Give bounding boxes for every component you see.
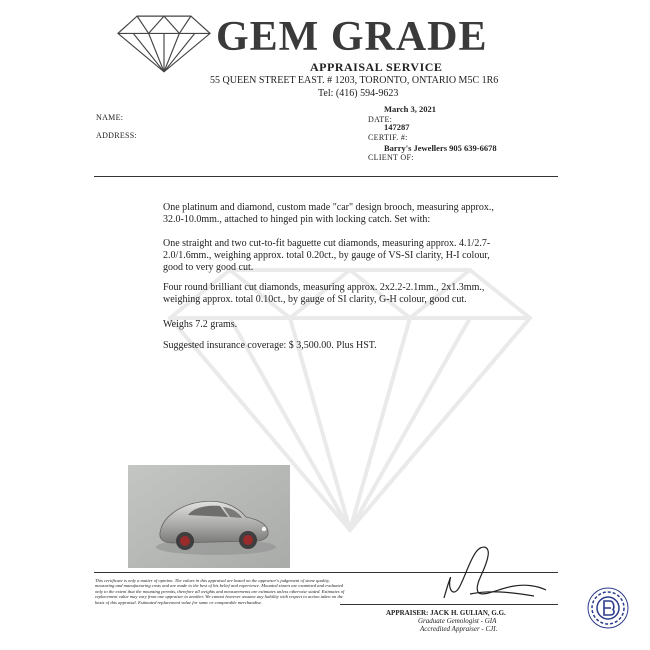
header-divider [94, 176, 558, 177]
address-label: ADDRESS: [96, 131, 138, 140]
brooch-photo [128, 465, 290, 568]
description-paragraph: One platinum and diamond, custom made "car" design brooch, measuring approx., 32.0-10.0mm., attached to hinged pin with locking catch. Set with: [163, 202, 494, 225]
company-title: GEM GRADE [216, 14, 488, 60]
monogram-b-seal-icon [586, 586, 630, 630]
company-subtitle: APPRAISAL SERVICE [310, 60, 443, 74]
client-label: CLIENT OF: [368, 153, 414, 162]
date-label: DATE: [368, 115, 393, 124]
company-address: 55 QUEEN STREET EAST. # 1203, TORONTO, ONTARIO M5C 1R6 [210, 75, 499, 86]
signature-line [340, 604, 558, 605]
certificate-label: CERTIF. #: [368, 133, 408, 142]
client-value: Barry's Jewellers 905 639-6678 [384, 143, 497, 153]
appraiser-credential: Graduate Gemologist - GIA [418, 617, 497, 625]
diamond-icon [116, 12, 212, 74]
disclaimer-text: This certificate is only a matter of opinion. The values in this appraisal are based on the appraiser's judgement of stone quality, measuring and manufacturing costs and are made to the best of his belief and experience. Mounted stones are examined and evaluated only to the extent that the mounting permits, therefore all weights and measurements are estimates unless otherwise stated. Estimates of replacement value may vary from one appraiser to another. We cannot however assume any liability with respect to action taken on the basis of this appraisal. Estimated replacement value for same or comparable merchandise. [95, 578, 345, 605]
handwritten-signature [430, 540, 550, 602]
insurance-line: Suggested insurance coverage: $ 3,500.00. Plus HST. [163, 340, 377, 351]
company-phone: Tel: (416) 594-9623 [318, 88, 399, 99]
description-paragraph: Four round brilliant cut diamonds, measuring approx. 2x2.2-2.1mm., 2x1.3mm., weighing approx. total 0.10ct., by gauge of SI clarity, G-H colour, good cut. [163, 282, 485, 305]
certificate-number: 147287 [384, 122, 410, 132]
appraiser-name: APPRAISER: JACK H. GULIAN, G.G. [386, 609, 506, 617]
weight-line: Weighs 7.2 grams. [163, 319, 238, 330]
date-value: March 3, 2021 [384, 104, 437, 114]
name-label: NAME: [96, 113, 124, 122]
appraiser-credential: Accredited Appraiser - CJI. [420, 625, 498, 633]
description-paragraph: One straight and two cut-to-fit baguette cut diamonds, measuring approx. 4.1/2.7-2.0/1.6mm., weighing approx. total 0.20ct., by gauge of VS-SI clarity, H-I colour, good to very good cut. [163, 238, 491, 273]
